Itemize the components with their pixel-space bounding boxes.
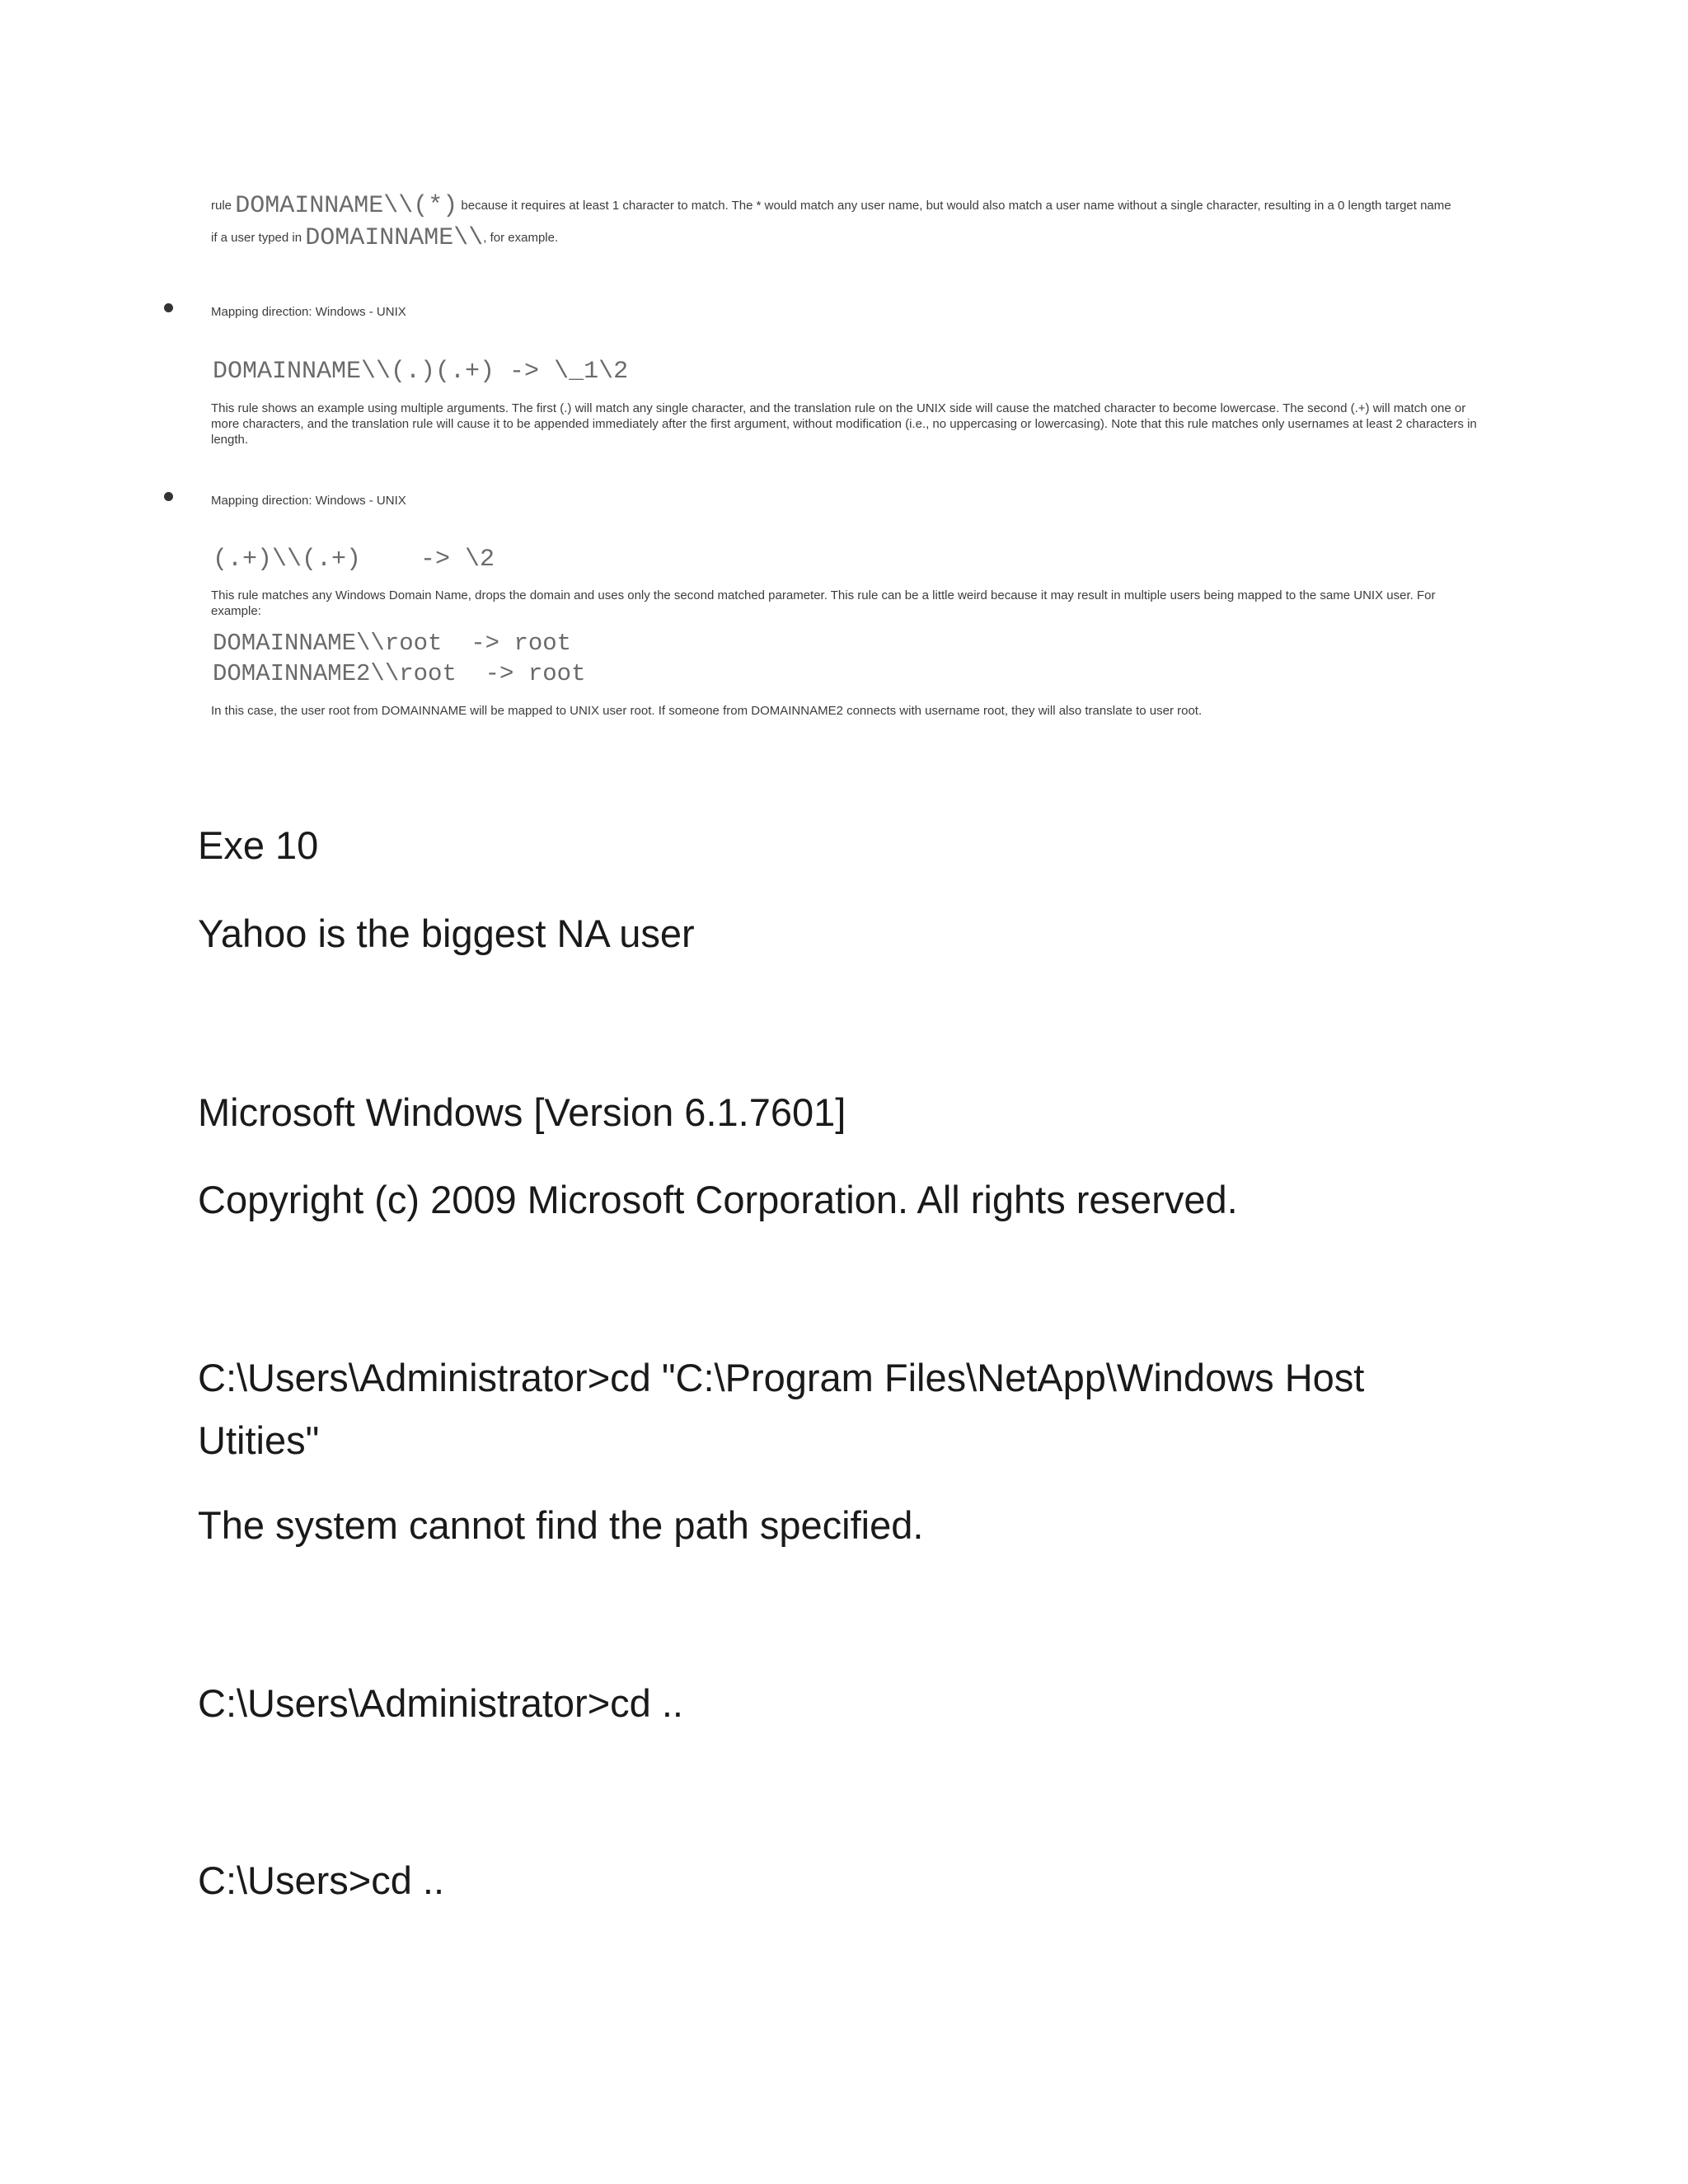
command-cd-up-2: C:\Users>cd ..: [198, 1858, 445, 1902]
windows-version: Microsoft Windows [Version 6.1.7601]: [198, 1090, 846, 1134]
rule-description-2: This rule matches any Windows Domain Name, drops the domain and uses only the second matched parameter. This rule can be a little weird because it may result in multiple users being mapped to the same UNIX user. For example:: [211, 588, 1436, 618]
example-line-2: DOMAINNAME2\\root -> root: [213, 660, 586, 687]
typed-prefix: if a user typed in: [211, 231, 302, 245]
example-line-1: DOMAINNAME\\root -> root: [213, 630, 572, 657]
copyright-line: Copyright (c) 2009 Microsoft Corporation. All rights reserved.: [198, 1178, 1238, 1221]
bullet-icon: [164, 492, 173, 501]
error-message: The system cannot find the path specified.: [198, 1503, 924, 1547]
rule-text: because it requires at least 1 character to match. The * would match any user name, but would also match a user name without a single character, resulting in a 0 length target name: [461, 199, 1451, 213]
typed-suffix: , for example.: [483, 231, 559, 245]
rule-code-2: (.+)\\(.+) -> \2: [213, 546, 495, 574]
rule-intro-line-2: [211, 224, 559, 252]
exercise-heading: Exe 10: [198, 823, 319, 867]
typed-code: DOMAINNAME\\: [305, 224, 484, 252]
example-note: In this case, the user root from DOMAINNAME will be mapped to UNIX user root. If someone from DOMAINNAME2 connects with username root, they will also translate to user root.: [211, 704, 1203, 718]
command-cd-up-1: C:\Users\Administrator>cd ..: [198, 1681, 683, 1725]
mapping-direction-1: Mapping direction: Windows - UNIX: [211, 305, 406, 319]
rule-description-1: This rule shows an example using multiple arguments. The first (.) will match any single character, and the translation rule on the UNIX side will cause the matched character to become lowercase. The second (.+) will match one or more characters, and the translation rule will cause it to be appended immediately after the first argument, without modification (i.e., no uppercasing or lowercasing). Note that this rule matches only usernames at least 2 characters in length.: [211, 401, 1477, 447]
rule-word: rule: [211, 199, 232, 213]
bullet-icon: [164, 303, 173, 312]
rule-code: DOMAINNAME\\(*): [235, 192, 458, 220]
rule-code-1: DOMAINNAME\\(.)(.+) -> \_1\2: [213, 358, 629, 386]
remark-text: Yahoo is the biggest NA user: [198, 912, 695, 955]
mapping-direction-2: Mapping direction: Windows - UNIX: [211, 494, 406, 508]
rule-intro-line-1: [211, 192, 1480, 220]
command-cd-utilities: C:\Users\Administrator>cd "C:\Program Files\NetApp\Windows Host Utities": [198, 1356, 1365, 1462]
